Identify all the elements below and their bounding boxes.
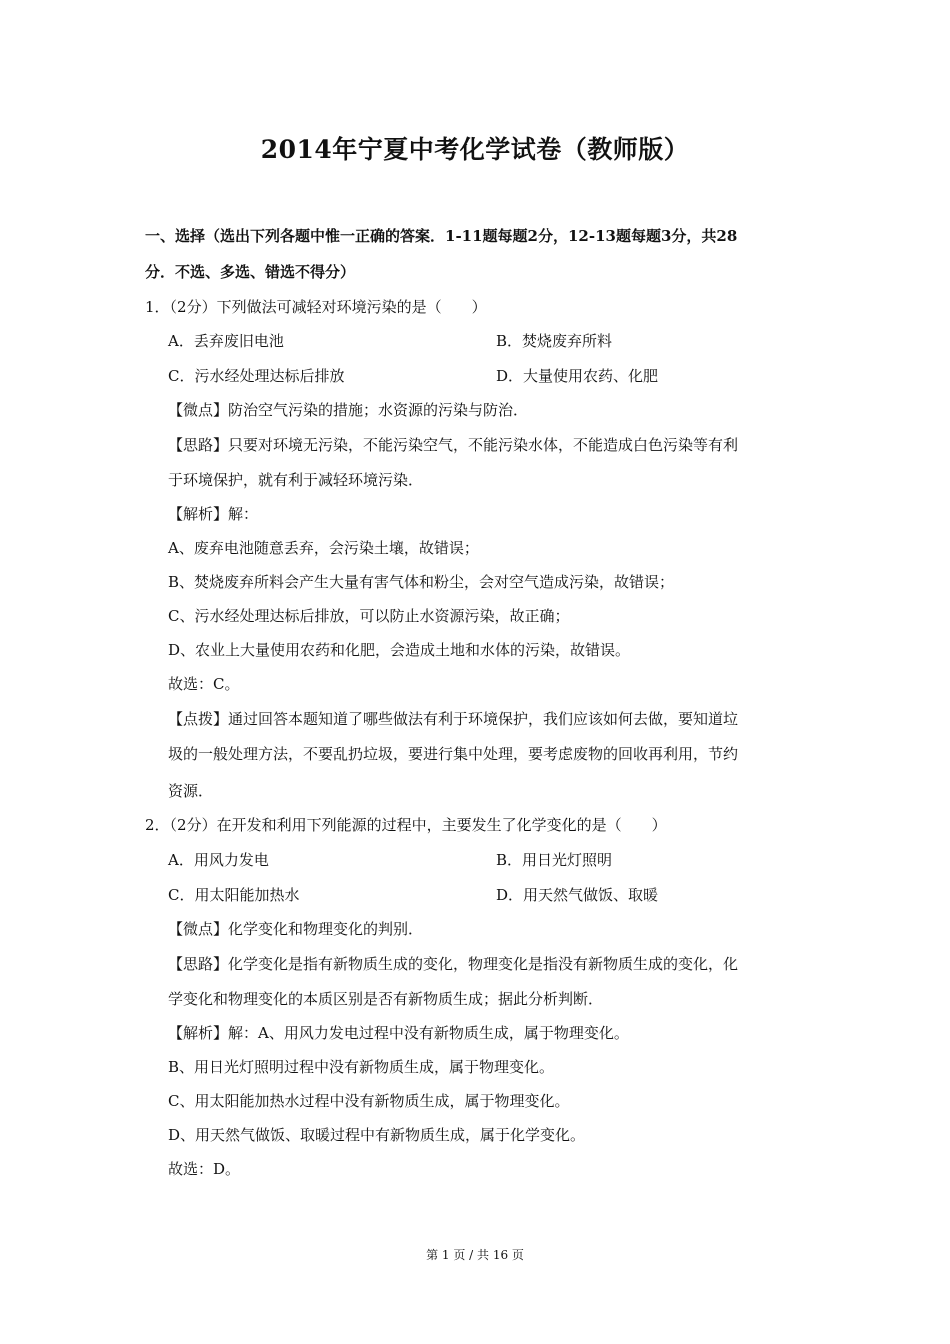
question-1-dianbo-line-2: 圾的一般处理方法，不要乱扔垃圾，要进行集中处理，要考虑废物的回收再利用，节约 <box>168 745 739 763</box>
question-1-analysis-c: C、污水经处理达标后排放，可以防止水资源污染，故正确； <box>168 607 570 625</box>
question-1-analysis-a: A、废弃电池随意丢弃，会污染土壤，故错误； <box>168 539 479 557</box>
question-1-stem: 1．（2分）下列做法可减轻对环境污染的是（ ） <box>145 298 487 316</box>
question-1-dianbo-line-3: 资源． <box>168 782 214 800</box>
question-2-option-c: C．用太阳能加热水 <box>168 886 300 904</box>
question-2-stem: 2．（2分）在开发和利用下列能源的过程中，主要发生了化学变化的是（ ） <box>145 816 667 834</box>
question-2-weidian: 【微点】化学变化和物理变化的判别． <box>168 920 424 938</box>
question-2-answer: 故选：D。 <box>168 1160 241 1178</box>
question-2-analysis-d: D、用天然气做饭、取暖过程中有新物质生成，属于化学变化。 <box>168 1126 586 1144</box>
page-footer: 第 1 页 / 共 16 页 <box>426 1248 524 1262</box>
question-1-option-d: D．大量使用农药、化肥 <box>496 367 659 385</box>
question-1-dianbo-line-1: 【点拨】通过回答本题知道了哪些做法有利于环境保护，我们应该如何去做，要知道垃 <box>168 710 739 728</box>
question-2-silu-line-1: 【思路】化学变化是指有新物质生成的变化，物理变化是指没有新物质生成的变化，化 <box>168 955 739 973</box>
section-heading <box>145 218 825 290</box>
page-title: 2014年宁夏中考化学试卷（教师版） <box>260 135 690 164</box>
question-2-jiexi: 【解析】解：A、用风力发电过程中没有新物质生成，属于物理变化。 <box>168 1024 629 1042</box>
section-heading-line-2: 分．不选、多选、错选不得分） <box>145 263 356 281</box>
question-1-option-a: A．丢弃废旧电池 <box>168 332 284 350</box>
question-1-analysis-d: D、农业上大量使用农药和化肥，会造成土地和水体的污染，故错误。 <box>168 641 631 659</box>
question-1-answer: 故选：C。 <box>168 675 240 693</box>
question-2-analysis-c: C、用太阳能加热水过程中没有新物质生成，属于物理变化。 <box>168 1092 570 1110</box>
question-1-option-c: C．污水经处理达标后排放 <box>168 367 345 385</box>
question-2-silu-line-2: 学变化和物理变化的本质区别是否有新物质生成；据此分析判断． <box>168 990 604 1008</box>
question-1-silu-line-1: 【思路】只要对环境无污染，不能污染空气，不能污染水体，不能造成白色污染等有利 <box>168 436 739 454</box>
question-2-analysis-b: B、用日光灯照明过程中没有新物质生成，属于物理变化。 <box>168 1058 555 1076</box>
question-1-analysis-b: B、焚烧废弃所料会产生大量有害气体和粉尘，会对空气造成污染，故错误； <box>168 573 675 591</box>
question-2-option-a: A．用风力发电 <box>168 851 269 869</box>
question-2-option-d: D．用天然气做饭、取暖 <box>496 886 659 904</box>
section-heading-line-1: 一、选择（选出下列各题中惟一正确的答案．1-11题每题2分，12-13题每题3分，共28 <box>145 227 738 245</box>
question-2-option-b: B．用日光灯照明 <box>496 851 613 869</box>
question-1-silu-line-2: 于环境保护，就有利于减轻环境污染． <box>168 471 424 489</box>
question-1-option-b: B．焚烧废弃所料 <box>496 332 613 350</box>
question-1-weidian: 【微点】防治空气污染的措施；水资源的污染与防治． <box>168 401 529 419</box>
question-1-jiexi: 【解析】解： <box>168 505 259 523</box>
